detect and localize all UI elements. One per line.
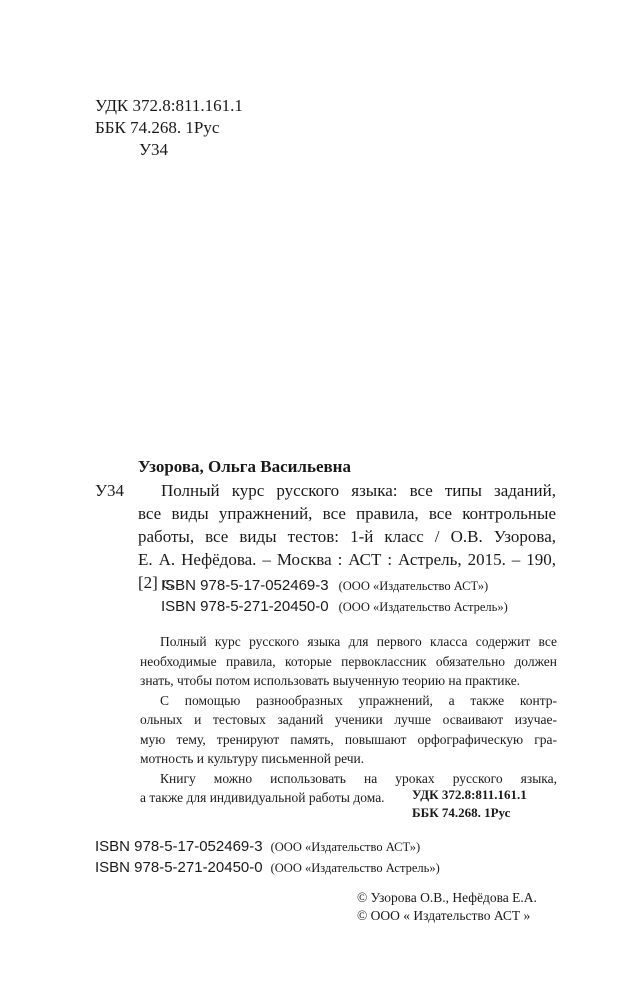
annotation: [140, 632, 557, 812]
bottom-isbn-2: [95, 859, 440, 877]
annotation-line: Полный курс русского языка для первого класса содержит все: [160, 634, 557, 649]
entry-isbn-1: [161, 577, 488, 595]
isbn-number: ISBN 978-5-271-20450-0: [161, 598, 329, 615]
annotation-line: ольных и тестовых заданий ученики лучше осваивают изучае-: [140, 712, 557, 727]
annotation-line: знать, чтобы потом использовать выученную теорию на практике.: [140, 673, 521, 688]
entry-mark: У34: [95, 481, 125, 500]
isbn-publisher: (ООО «Издательство Астрель»): [338, 600, 508, 614]
top-author-mark: У34: [139, 140, 169, 159]
isbn-publisher: (ООО «Издательство Астрель»): [270, 861, 440, 875]
entry-isbn-2: [161, 598, 508, 616]
description-line: Е. А. Нефёдова. – Москва : АСТ : Астрель, 2015. – 190,: [138, 550, 556, 569]
annotation-line: Книгу можно использовать на уроках русского языка,: [160, 770, 557, 786]
description-line: работы, все виды тестов: 1-й класс / О.В. Узорова,: [138, 527, 556, 546]
annotation-line: а также для индивидуальной работы дома.: [140, 790, 385, 805]
isbn-number: ISBN 978-5-271-20450-0: [95, 859, 263, 876]
isbn-number: ISBN 978-5-17-052469-3: [161, 577, 329, 594]
isbn-publisher: (ООО «Издательство АСТ»): [270, 840, 421, 854]
description-line: Полный курс русского языка: все типы заданий,: [161, 481, 556, 500]
copyright-publisher: © ООО « Издательство АСТ »: [357, 908, 531, 923]
annotation-line: необходимые правила, которые первоклассник обязательно должен: [140, 653, 557, 669]
annotation-line: мую тему, тренируют память, повышают орфографическую гра-: [140, 731, 557, 747]
annotation-line: мотность и культуру письменной речи.: [140, 751, 365, 766]
annotation-line: С помощью разнообразных упражнений, а также контр-: [160, 692, 557, 708]
top-bbk: ББК 74.268. 1Рус: [95, 118, 220, 137]
copyright-authors: © Узорова О.В., Нефёдова Е.А.: [357, 890, 537, 905]
bottom-udk: УДК 372.8:811.161.1: [412, 787, 527, 802]
description-line: [2] с.: [138, 573, 174, 592]
bottom-isbn-1: [95, 838, 420, 856]
isbn-number: ISBN 978-5-17-052469-3: [95, 838, 263, 855]
bottom-bbk: ББК 74.268. 1Рус: [412, 805, 511, 820]
isbn-publisher: (ООО «Издательство АСТ»): [338, 579, 489, 593]
author-heading: Узорова, Ольга Васильевна: [138, 457, 351, 476]
top-udk: УДК 372.8:811.161.1: [95, 96, 243, 115]
description-line: все виды упражнений, все правила, все контрольные: [138, 504, 556, 523]
